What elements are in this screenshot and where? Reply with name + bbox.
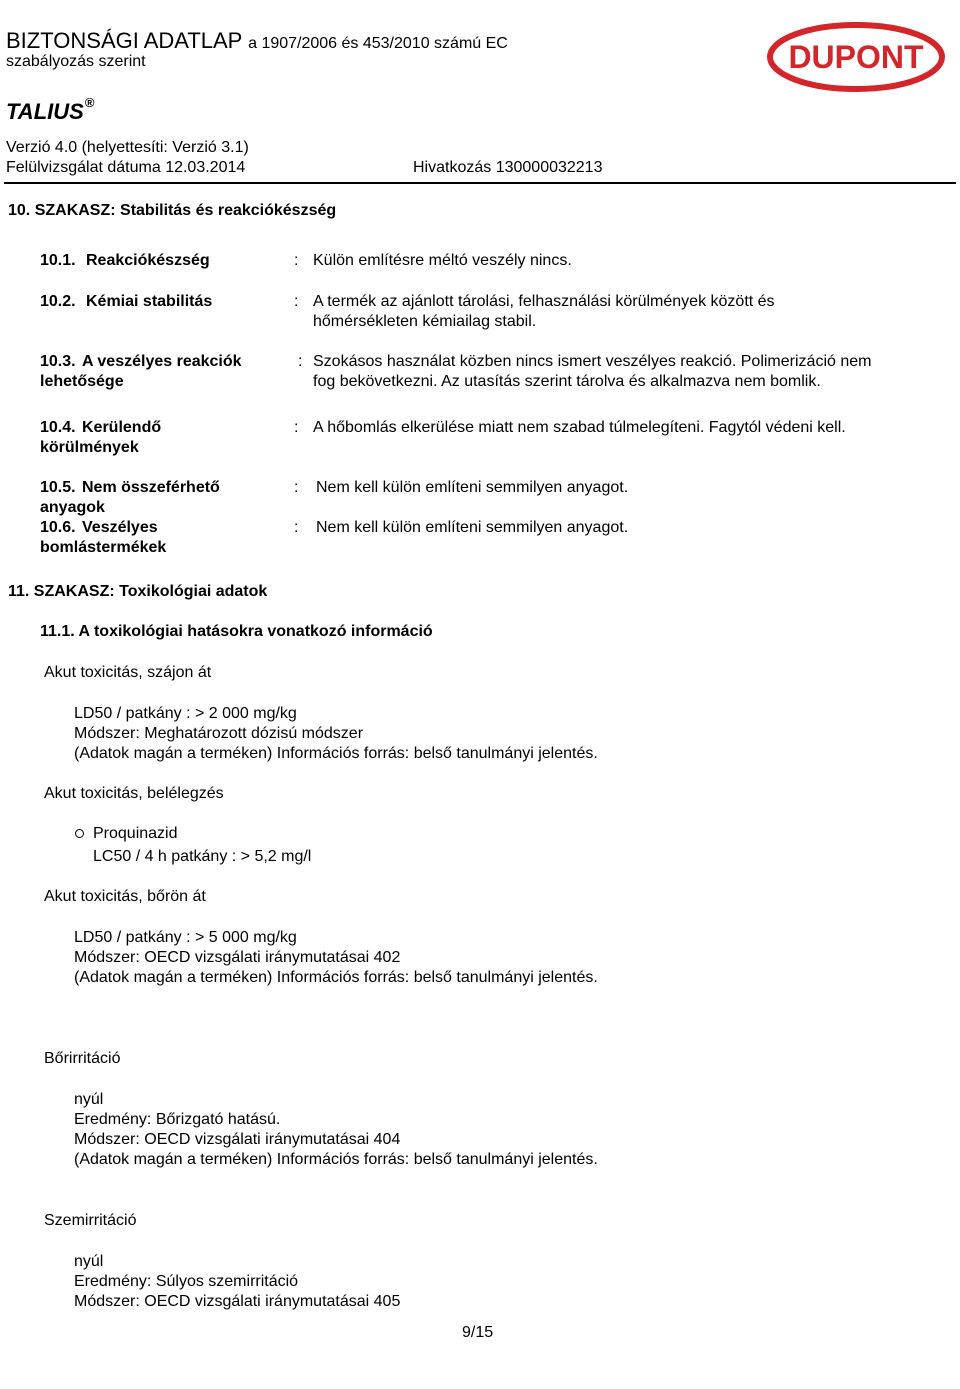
- dermal-toxicity-label: Akut toxicitás, bőrön át: [44, 888, 206, 905]
- item-10-5-num: 10.5.: [40, 479, 76, 496]
- item-10-5-title: Nem összeférhető: [82, 479, 220, 496]
- skin-line-4: (Adatok magán a terméken) Információs forrás: belső tanulmányi jelentés.: [74, 1151, 598, 1168]
- regulation-line-1: a 1907/2006 és 453/2010 számú EC: [248, 35, 508, 52]
- item-10-5-colon: :: [294, 479, 299, 496]
- skin-line-2: Eredmény: Bőrizgató hatású.: [74, 1111, 281, 1128]
- eye-line-3: Módszer: OECD vizsgálati iránymutatásai 405: [74, 1293, 401, 1310]
- item-10-6-num: 10.6.: [40, 519, 76, 536]
- skin-line-3: Módszer: OECD vizsgálati iránymutatásai 404: [74, 1131, 401, 1148]
- item-10-1-colon: :: [294, 252, 299, 269]
- header-divider: [4, 182, 956, 184]
- item-10-2-text-1: A termék az ajánlott tárolási, felhasználási körülmények között és: [313, 293, 775, 310]
- item-10-1-title: Reakciókészség: [86, 252, 210, 269]
- dermal-line-1: LD50 / patkány : > 5 000 mg/kg: [74, 929, 297, 946]
- item-10-4-colon: :: [294, 419, 299, 436]
- page-number: 9/15: [462, 1324, 494, 1341]
- reference-number: Hivatkozás 130000032213: [413, 159, 603, 176]
- version-line: Verzió 4.0 (helyettesíti: Verzió 3.1): [6, 139, 249, 156]
- item-10-5-title-2: anyagok: [40, 499, 105, 516]
- item-10-1-text: Külön említésre méltó veszély nincs.: [313, 252, 572, 269]
- item-10-4-num: 10.4.: [40, 419, 76, 436]
- item-10-2-colon: :: [294, 293, 299, 310]
- item-10-2-num: 10.2.: [40, 293, 76, 310]
- oral-toxicity-label: Akut toxicitás, szájon át: [44, 664, 212, 681]
- eye-irritation-label: Szemirritáció: [44, 1212, 137, 1229]
- item-10-6-title: Veszélyes: [82, 519, 158, 536]
- oral-line-2: Módszer: Meghatározott dózisú módszer: [74, 725, 364, 742]
- bullet-icon: [75, 829, 84, 838]
- dupont-logo: [766, 22, 946, 92]
- skin-irritation-label: Bőrirritáció: [44, 1050, 121, 1067]
- item-10-3-text-1: Szokásos használat közben nincs ismert veszélyes reakció. Polimerizáció nem: [313, 353, 872, 370]
- item-10-3-text-2: fog bekövetkezni. Az utasítás szerint tárolva és alkalmazva nem bomlik.: [313, 373, 821, 390]
- document-title-text: BIZTONSÁGI ADATLAP: [6, 28, 242, 53]
- item-10-2-title: Kémiai stabilitás: [86, 293, 213, 310]
- item-10-5-text: Nem kell külön említeni semmilyen anyagot.: [316, 479, 629, 496]
- dupont-logo-text: DUPONT: [788, 39, 924, 75]
- item-10-6-text: Nem kell külön említeni semmilyen anyagot.: [316, 519, 629, 536]
- inhalation-substance: Proquinazid: [93, 825, 178, 842]
- item-10-3-title: A veszélyes reakciók: [82, 353, 242, 370]
- section10-heading: 10. SZAKASZ: Stabilitás és reakciókészség: [8, 202, 337, 219]
- item-10-1-num: 10.1.: [40, 252, 76, 269]
- dermal-line-2: Módszer: OECD vizsgálati iránymutatásai 402: [74, 949, 401, 966]
- item-10-3-num: 10.3.: [40, 353, 76, 370]
- registered-mark: ®: [84, 95, 95, 110]
- dupont-logo-icon: [766, 22, 946, 92]
- section11-subheading: 11.1. A toxikológiai hatásokra vonatkozó információ: [40, 623, 433, 640]
- regulation-line-2: szabályozás szerint: [6, 53, 146, 70]
- eye-line-2: Eredmény: Súlyos szemirritáció: [74, 1273, 299, 1290]
- section11-heading: 11. SZAKASZ: Toxikológiai adatok: [8, 583, 268, 600]
- oral-line-1: LD50 / patkány : > 2 000 mg/kg: [74, 705, 297, 722]
- item-10-2-text-2: hőmérsékleten kémiailag stabil.: [313, 313, 537, 330]
- item-10-4-text: A hőbomlás elkerülése miatt nem szabad túlmelegíteni. Fagytól védeni kell.: [313, 419, 846, 436]
- item-10-4-title: Kerülendő: [82, 419, 162, 436]
- skin-line-1: nyúl: [74, 1091, 104, 1108]
- item-10-3-colon: :: [298, 353, 303, 370]
- revision-date: Felülvizsgálat dátuma 12.03.2014: [6, 159, 246, 176]
- item-10-6-colon: :: [294, 519, 299, 536]
- oral-line-3: (Adatok magán a terméken) Információs forrás: belső tanulmányi jelentés.: [74, 745, 598, 762]
- product-name-text: TALIUS: [6, 99, 84, 124]
- dermal-line-3: (Adatok magán a terméken) Információs forrás: belső tanulmányi jelentés.: [74, 969, 598, 986]
- inhalation-line: LC50 / 4 h patkány : > 5,2 mg/l: [93, 848, 312, 865]
- product-name: [6, 95, 95, 125]
- eye-line-1: nyúl: [74, 1253, 104, 1270]
- item-10-6-title-2: bomlástermékek: [40, 539, 167, 556]
- item-10-3-title-2: lehetősége: [40, 373, 124, 390]
- inhalation-toxicity-label: Akut toxicitás, belélegzés: [44, 785, 224, 802]
- item-10-4-title-2: körülmények: [40, 439, 139, 456]
